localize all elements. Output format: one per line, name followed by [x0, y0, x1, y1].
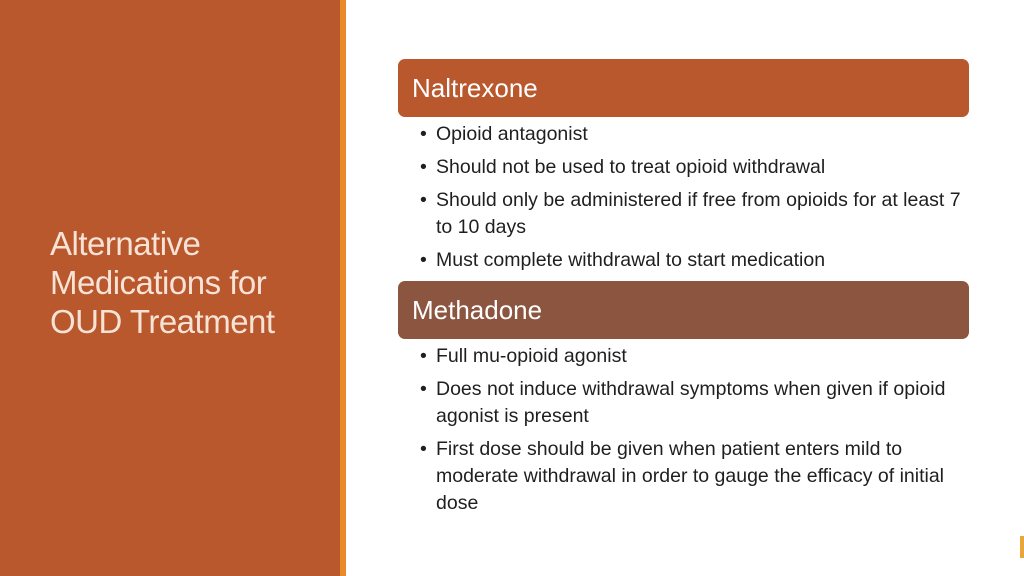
slide-title-line: Medications for [50, 264, 267, 301]
accent-strip [340, 0, 346, 576]
section-header-methadone: Methadone [398, 281, 969, 339]
slide-title [50, 224, 330, 341]
bullet-item: • Opioid antagonist [420, 121, 965, 148]
section-header-naltrexone: Naltrexone [398, 59, 969, 117]
bullet-item: • Should not be used to treat opioid withdrawal [420, 154, 965, 181]
bullet-item: • Must complete withdrawal to start medication [420, 247, 965, 274]
bullet-item: • First dose should be given when patient enters mild to moderate withdrawal in order to gauge the efficacy of initial dose [420, 436, 965, 517]
slide-title-line: Alternative [50, 225, 201, 262]
bullet-item: • Full mu-opioid agonist [420, 343, 965, 370]
slide-title-line: OUD Treatment [50, 303, 275, 340]
bullet-item: • Should only be administered if free from opioids for at least 7 to 10 days [420, 187, 965, 241]
bullet-item: • Does not induce withdrawal symptoms when given if opioid agonist is present [420, 376, 965, 430]
corner-accent [1020, 536, 1024, 558]
bullet-list-methadone [420, 343, 965, 523]
bullet-list-naltrexone [420, 121, 965, 280]
